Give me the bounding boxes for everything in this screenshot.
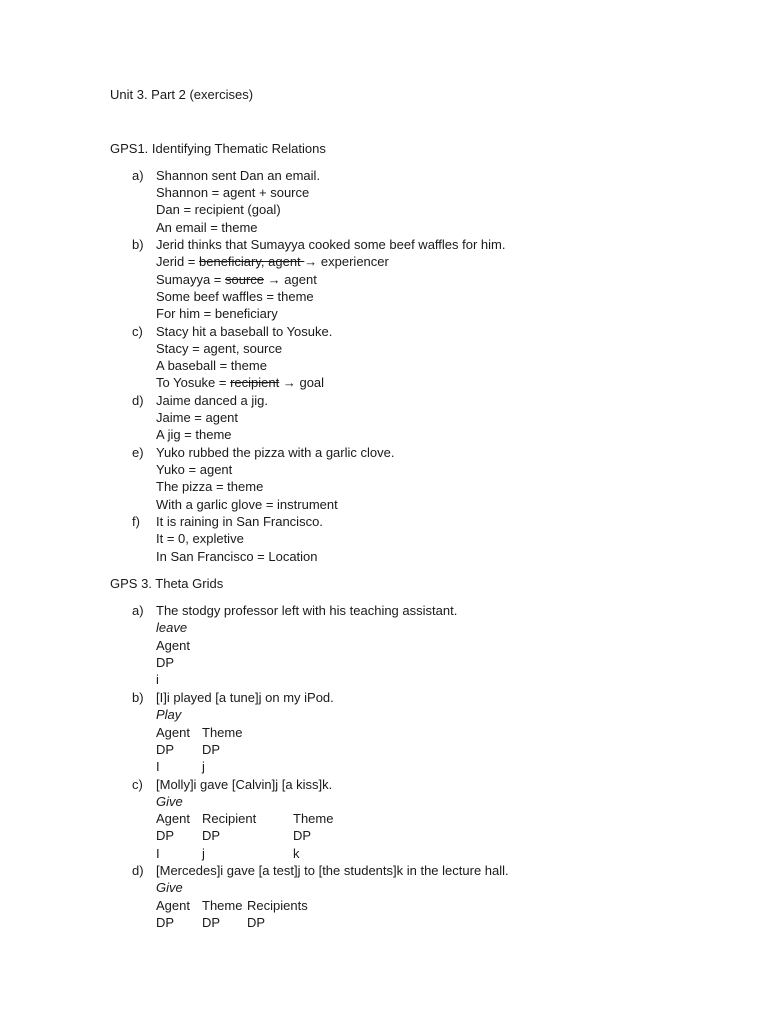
theta-role: Agent [156,811,190,826]
answer-line: An email = theme [156,220,258,235]
theta-category: DP [156,655,175,670]
theta-index: I [156,846,160,861]
theta-index: i [156,672,159,687]
answer-line: With a garlic glove = instrument [156,497,338,512]
answer-line: It = 0, expletive [156,531,244,546]
answer-text: goal [299,375,325,390]
answer-text: agent [284,272,317,287]
struck-text: source [225,272,265,287]
answer-line [156,374,324,391]
example-sentence: [Molly]i gave [Calvin]j [a kiss]k. [156,777,333,792]
theta-category: DP [202,742,221,757]
answer-line: A baseball = theme [156,358,267,373]
theta-index: k [293,846,300,861]
theta-role: Agent [156,725,190,740]
example-sentence: Shannon sent Dan an email. [156,168,321,183]
example-sentence: [I]i played [a tune]j on my iPod. [156,690,334,705]
example-sentence: Jerid thinks that Sumayya cooked some beef waffles for him. [156,237,506,252]
item-marker: e) [132,445,144,460]
answer-line: The pizza = theme [156,479,264,494]
example-sentence: It is raining in San Francisco. [156,514,323,529]
item-marker: f) [132,514,140,529]
example-sentence: Jaime danced a jig. [156,393,269,408]
answer-line: Stacy = agent, source [156,341,283,356]
arrow-right-icon: → [304,254,321,269]
theta-role: Theme [293,811,334,826]
theta-index: j [202,846,205,861]
answer-line: Some beef waffles = theme [156,289,314,304]
theta-verb: Give [156,880,183,895]
answer-text: Sumayya = [156,272,226,287]
theta-role: Recipient [202,811,257,826]
theta-role: Theme [202,898,243,913]
theta-index: j [202,759,205,774]
section-heading-gps1: GPS1. Identifying Thematic Relations [110,141,326,156]
item-marker: c) [132,777,143,792]
theta-category: DP [156,742,175,757]
theta-role: Agent [156,898,190,913]
answer-text: experiencer [320,254,389,269]
answer-line: In San Francisco = Location [156,549,318,564]
theta-role: Recipients [247,898,308,913]
answer-line [156,253,389,270]
section-heading-gps3: GPS 3. Theta Grids [110,576,224,591]
theta-category: DP [156,915,175,930]
answer-line [156,271,317,288]
theta-role: Agent [156,638,190,653]
item-marker: b) [132,237,144,252]
struck-text: beneficiary, agent [199,254,305,269]
answer-line: Shannon = agent + source [156,185,310,200]
theta-verb: leave [156,620,188,635]
arrow-right-icon: → [279,375,300,390]
example-sentence: The stodgy professor left with his teaching assistant. [156,603,458,618]
theta-index: I [156,759,160,774]
answer-line: Yuko = agent [156,462,233,477]
answer-line: A jig = theme [156,427,232,442]
answer-text: Jerid = [156,254,199,269]
answer-line: Dan = recipient (goal) [156,202,281,217]
item-marker: c) [132,324,143,339]
theta-category: DP [202,915,221,930]
document-title: Unit 3. Part 2 (exercises) [110,87,254,102]
arrow-right-icon: → [264,272,285,287]
example-sentence: [Mercedes]i gave [a test]j to [the students]k in the lecture hall. [156,863,509,878]
item-marker: a) [132,603,144,618]
struck-text: recipient [230,375,280,390]
answer-text: To Yosuke = [156,375,231,390]
theta-category: DP [247,915,266,930]
item-marker: a) [132,168,144,183]
theta-role: Theme [202,725,243,740]
example-sentence: Yuko rubbed the pizza with a garlic clove. [156,445,395,460]
theta-verb: Play [156,707,182,722]
item-marker: d) [132,393,144,408]
example-sentence: Stacy hit a baseball to Yosuke. [156,324,333,339]
item-marker: d) [132,863,144,878]
theta-verb: Give [156,794,183,809]
answer-line: Jaime = agent [156,410,239,425]
theta-category: DP [202,828,221,843]
theta-category: DP [156,828,175,843]
item-marker: b) [132,690,144,705]
theta-category: DP [293,828,312,843]
answer-line: For him = beneficiary [156,306,278,321]
